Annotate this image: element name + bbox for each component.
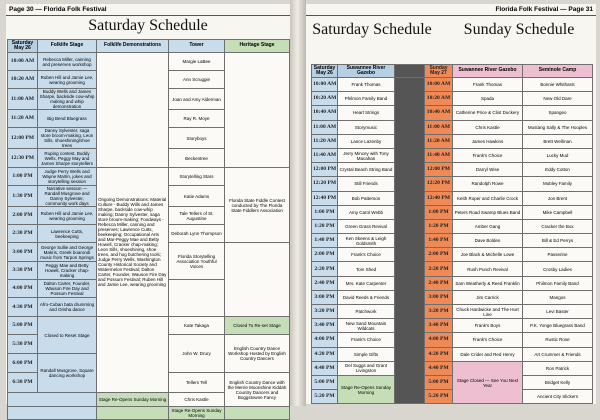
sat-time-cell: 11:00 AM <box>312 120 338 134</box>
sun-gazebo-act: Joe Black & Michelle Lowe <box>453 248 523 262</box>
sun-gazebo-act: Darryl Wise <box>453 163 523 177</box>
sun-time-cell: 5:00 PM <box>425 375 453 389</box>
sat-time-cell: 4:20 PM <box>312 347 338 361</box>
sun-gazebo-act: Keith Roper and Charlie Crock <box>453 191 523 205</box>
demonstrations-text: Ongoing Demonstrations: Material Culture - Buddy Wills and James Sharpe, backside cow-whip making; Danny Sylvester, saga store broom-making; Foodways - Rebecca Miller, canning and preserves; Lawrence Cutts, beekeeping; Occupational Arts and Mar-Peggy Mae and Betty Howell, Cracker chap-making; Leon Sills, shoeshining, shoe trees, and hog butchering tools; Judge Perry Wells, Washington County Historical Society and Watermelon Festival; Dalton Carter, Founder, Wauson Fire Day and Possum Festival; Ruben Hill and Jamie Lee, wearing grooming <box>97 168 169 317</box>
sun-time-cell: 3:40 PM <box>425 319 453 333</box>
right-page-header: Florida Folk Festival — Page 31 <box>306 4 596 16</box>
sat-gazebo-act: Storymusic <box>338 120 395 134</box>
sat-gazebo-act: Frank's Choice <box>338 333 395 347</box>
sun-gazebo-act: Frank's Boys <box>453 319 523 333</box>
sun-gazebo-act: Spada <box>453 92 523 106</box>
sat-gazebo-act: Philmon Family Band <box>338 92 395 106</box>
sun-time-cell: 1:00 PM <box>425 205 453 219</box>
time-cell: 12:30 PM <box>8 149 38 168</box>
sun-camp-act: Ron Patrick <box>523 361 593 375</box>
sun-camp-act: Mustang Sally & The Hooples <box>523 120 593 134</box>
time-cell: 11:20 AM <box>8 110 38 128</box>
folklife-act: George Sullie and George Makris, Greek boarondi music from Tarpon Springs <box>38 243 97 262</box>
sat-gazebo-act: Del Suggs and Grant Livingston <box>338 361 395 375</box>
sun-camp-col: Seminole Camp <box>523 65 593 78</box>
sun-gazebo-act: Frank's Choice <box>453 148 523 162</box>
sun-gazebo-act: Dave Bolden <box>453 234 523 248</box>
sat-time-cell: 3:20 PM <box>312 305 338 319</box>
left-page-header: Page 30 — Florida Folk Festival <box>6 4 290 16</box>
sun-gazebo-act: Randolph Rowe <box>453 177 523 191</box>
sat-time-cell: 1:20 PM <box>312 219 338 233</box>
sat-gazebo-act: David Reeds & Friends <box>338 290 395 304</box>
folklife-act: Peggy Mae and Betty Howell, Cracker chap-making <box>38 262 97 280</box>
sun-time-cell: 12:20 PM <box>425 177 453 191</box>
sat-gazebo-act: Amy Carol Webb <box>338 205 395 219</box>
sun-camp-act: Art Crummer & Friends <box>523 347 593 361</box>
sat-day-label: Saturday May 26 <box>312 65 338 78</box>
tower-act: Margie LaBee <box>169 53 225 71</box>
sun-gazebo-act: Amber Gang <box>453 219 523 233</box>
time-cell: 12:00 PM <box>8 128 38 149</box>
tower-act: Ann Scruggie <box>169 71 225 89</box>
day-label: Saturday May 26 <box>8 40 38 53</box>
tower-act: Ray R. Moye <box>169 110 225 128</box>
sat-time-cell: 1:40 PM <box>312 234 338 248</box>
sun-time-cell: 12:00 PM <box>425 163 453 177</box>
tower-act: Storyboys <box>169 128 225 149</box>
sun-camp-act: Cracker the Box <box>523 219 593 233</box>
right-page <box>306 4 596 404</box>
sat-closed-col <box>395 65 425 78</box>
sun-time-cell: 4:40 PM <box>425 361 453 375</box>
heritage-dance-workshop: English Country Dance Workshop Hosted by English Country Dancers <box>225 335 290 373</box>
sat-time-cell: 4:00 PM <box>312 333 338 347</box>
folklife-act: Lawrence Cutts, beekeeping <box>38 225 97 243</box>
tower-act: Katie Adams <box>169 186 225 207</box>
sun-time-cell: 10:20 AM <box>425 92 453 106</box>
folklife-act: Closed to Reset Stage <box>38 317 97 354</box>
saturday-title: Saturday Schedule <box>312 21 432 38</box>
sun-time-cell: 10:40 AM <box>425 106 453 120</box>
sun-camp-act: Bill & Ed Perrys <box>523 234 593 248</box>
sun-time-cell: 4:20 PM <box>425 347 453 361</box>
tower-act: Deborah Lynn Thompson <box>169 225 225 243</box>
tower-act: Tale Tellers of St. Augustine <box>169 207 225 225</box>
sun-camp-act: Spangeo <box>523 106 593 120</box>
sun-time-cell: 2:40 PM <box>425 276 453 290</box>
left-page <box>6 4 290 418</box>
sun-time-cell: 10:00 AM <box>425 78 453 92</box>
sun-camp-act: Eddy Cotton <box>523 163 593 177</box>
sun-camp-act: Brett Wellman <box>523 134 593 148</box>
sun-time-cell: 1:40 PM <box>425 234 453 248</box>
sunday-table <box>424 64 593 404</box>
sun-time-cell: 12:40 PM <box>425 191 453 205</box>
sun-gazebo-act: James Hawkins <box>453 134 523 148</box>
folklife-act: Danny Sylvester, saga store broom-making, Leon Sills, shoeshining/shoe trees <box>38 128 97 149</box>
heritage-dance-evening: English Country Dance with the Merrie Moonshine Kiddah Country Dancers and Boggstowne Fancy <box>225 373 290 407</box>
time-cell: 5:30 PM <box>8 335 38 354</box>
tower-act: Joan and Amy Alderman <box>169 89 225 110</box>
sat-gazebo-act: Ken Skeens & Leigh Goldsmith <box>338 234 395 248</box>
time-cell: 5:00 PM <box>8 317 38 335</box>
sat-gazebo-act: Still Friends <box>338 177 395 191</box>
sun-camp-act: Mike Campbell <box>523 205 593 219</box>
sat-time-cell: 10:40 AM <box>312 106 338 120</box>
sat-gazebo-act: Green Grass Revival <box>338 219 395 233</box>
sat-gazebo-act: Simple Gifts <box>338 347 395 361</box>
sat-time-cell: 5:00 PM <box>312 375 338 389</box>
sat-time-cell: 2:40 PM <box>312 276 338 290</box>
left-page-title: Saturday Schedule <box>88 17 208 34</box>
time-cell: 1:30 PM <box>8 186 38 207</box>
sat-stage-reopens: Stage Re-Opens Sunday Morning <box>338 375 395 403</box>
col-demonstrations: Folklife Demonstrations <box>97 40 169 53</box>
sun-time-cell: 2:00 PM <box>425 248 453 262</box>
sat-time-cell: 12:00 PM <box>312 163 338 177</box>
time-cell: 2:30 PM <box>8 225 38 243</box>
time-cell: 4:00 PM <box>8 280 38 298</box>
sun-camp-act: P.K. Yonge Bluegrass Band <box>523 319 593 333</box>
sun-camp-act: Mobley Family <box>523 177 593 191</box>
tower-act: Storytelling Stars <box>169 168 225 186</box>
sat-time-cell: 2:20 PM <box>312 262 338 276</box>
sun-gazebo-act: Chris Kastle <box>453 120 523 134</box>
heritage-closed: Closed To Re-set Stage <box>225 317 290 335</box>
sunday-title: Sunday Schedule <box>463 21 575 38</box>
sun-time-cell: 2:20 PM <box>425 262 453 276</box>
sun-time-cell: 11:00 AM <box>425 120 453 134</box>
sat-time-cell: 12:20 PM <box>312 177 338 191</box>
col-heritage-stage: Heritage Stage <box>225 40 290 53</box>
sun-gazebo-col: Suwannee River Gazebo <box>453 65 523 78</box>
sat-gazebo-act: Tom Shed <box>338 262 395 276</box>
sun-time-cell: 11:40 AM <box>425 148 453 162</box>
folklife-act: Big Bend Bluegrass <box>38 110 97 128</box>
time-cell: 10:20 AM <box>8 71 38 89</box>
folklife-act: Dalton Carter, Founder, Wauson Fire Day and Possum Festival <box>38 280 97 298</box>
folklife-act: Rebecca Miller, canning and preserves workshop <box>38 53 97 71</box>
folklife-act: Narrative session — Randall Musgrove and Danny Sylvester, community work days <box>38 186 97 207</box>
sat-gazebo-act: Frank's Choice <box>338 248 395 262</box>
time-cell: 3:00 PM <box>8 243 38 262</box>
sun-camp-act: Passerine <box>523 248 593 262</box>
time-cell: 6:30 PM <box>8 373 38 393</box>
col-folklife-stage: Folklife Stage <box>38 40 97 53</box>
sat-time-cell: 3:40 PM <box>312 319 338 333</box>
sat-time-cell: 11:20 AM <box>312 134 338 148</box>
sun-camp-act: Bridget Kelly <box>523 375 593 389</box>
sun-gazebo-act: Frank's Choice <box>453 333 523 347</box>
sun-day-label: Sunday May 27 <box>425 65 453 78</box>
fiddle-contest: Florida State Fiddle Contest conducted by The Florida State Fiddlers Association <box>225 168 290 243</box>
tower-act: Beckentree <box>169 149 225 168</box>
sun-gazebo-act: Dale Crider and Red Henry <box>453 347 523 361</box>
sun-time-cell: 3:00 PM <box>425 290 453 304</box>
sat-time-cell: 5:20 PM <box>312 390 338 404</box>
sun-camp-act: Ancient City Slickers <box>523 390 593 404</box>
sun-camp-act: Philmon Family Band <box>523 276 593 290</box>
sat-gazebo-act: Jerry Mincey with Tony Macahan <box>338 148 395 162</box>
sun-time-cell: 5:20 PM <box>425 390 453 404</box>
folklife-act: Ruping contest, Buddy Wells, Peggy May and James Sharpe storytellers <box>38 149 97 168</box>
sat-time-cell: 2:00 PM <box>312 248 338 262</box>
sun-camp-act: Lucky Mud <box>523 148 593 162</box>
sun-camp-act: New Old Dare <box>523 92 593 106</box>
sat-closed-block <box>395 78 425 404</box>
sun-camp-act: Crosby Ladies <box>523 262 593 276</box>
saturday-gazebo-table <box>311 64 425 404</box>
sun-gazebo-act: Jim Carrick <box>453 290 523 304</box>
folklife-act: Buddy Wells and James Sharpe, backside cow-whip making and whip demonstration <box>38 89 97 110</box>
sat-gazebo-act: Bob Patterson <box>338 191 395 205</box>
time-cell: 1:00 PM <box>8 168 38 186</box>
demo-stage-reopens: Stage Re-Opens Sunday Morning <box>97 393 169 407</box>
sat-gazebo-act: Crystal Beach String Band <box>338 163 395 177</box>
tower-stage-reopens: Stage Re-Opens Sunday Morning <box>169 407 225 420</box>
tower-act: Tellers Tell <box>169 373 225 393</box>
sun-time-cell: 1:20 PM <box>425 219 453 233</box>
folklife-act: Afro-Cuban bata drumming and Orisha dance <box>38 298 97 317</box>
sat-time-cell: 12:40 PM <box>312 191 338 205</box>
folklife-act: Judge Perry Wells and Wayne Martin, jokes and storytelling session <box>38 168 97 186</box>
sat-gazebo-act: Lance Lazenby <box>338 134 395 148</box>
sun-camp-act: Bonnie Whitharst <box>523 78 593 92</box>
time-cell: 3:30 PM <box>8 262 38 280</box>
sun-time-cell: 11:20 AM <box>425 134 453 148</box>
tower-act: Kate Takaga <box>169 317 225 335</box>
folklife-act: Ruben Hill and Jamie Lee, wearing grooming <box>38 71 97 89</box>
sun-camp-act: Jon Brent <box>523 191 593 205</box>
sat-time-cell: 3:00 PM <box>312 290 338 304</box>
sun-stage-closed: Stage Closed — See You Next Year <box>453 361 523 404</box>
time-cell: 6:00 PM <box>8 354 38 373</box>
saturday-main-table <box>7 39 290 420</box>
sun-gazebo-act: Peters Road Swamp Blues Band <box>453 205 523 219</box>
sun-camp-act: Mangos <box>523 290 593 304</box>
sun-camp-act: Levi Baster <box>523 305 593 319</box>
sun-time-cell: 3:20 PM <box>425 305 453 319</box>
sun-gazebo-act: Sam Weatherly & Reed Franklin <box>453 276 523 290</box>
time-cell: 11:00 AM <box>8 89 38 110</box>
time-cell: 10:00 AM <box>8 53 38 71</box>
sat-time-cell: 1:00 PM <box>312 205 338 219</box>
sun-time-cell: 4:00 PM <box>425 333 453 347</box>
sun-gazebo-act: Chuck Hardwicke and The Hurt Line <box>453 305 523 319</box>
sun-camp-act: Rustic Rose <box>523 333 593 347</box>
sat-gazebo-col: Suwannee River Gazebo <box>338 65 395 78</box>
tower-act: Florida Storytelling Association Youthful Voices <box>169 243 225 280</box>
folklife-act: Randall Musgrove, Square dancing workshop <box>38 354 97 393</box>
sat-gazebo-act: Mrs. Kate Carpenter <box>338 276 395 290</box>
time-cell: 4:30 PM <box>8 298 38 317</box>
folklife-act: Ruben Hill and Jamie Lee, wearing grooming <box>38 207 97 225</box>
sun-gazebo-act: Rush Punch Revival <box>453 262 523 276</box>
sat-gazebo-act: New Sand Mountain Wildcats <box>338 319 395 333</box>
sat-time-cell: 10:00 AM <box>312 78 338 92</box>
sat-time-cell: 4:40 PM <box>312 361 338 375</box>
tower-act: Chris Kastle <box>169 393 225 407</box>
sat-gazebo-act: Frank Thomas <box>338 78 395 92</box>
time-cell: 2:00 PM <box>8 207 38 225</box>
sat-gazebo-act: Patchwork <box>338 305 395 319</box>
col-tower: Tower <box>169 40 225 53</box>
page-gutter <box>290 0 306 406</box>
tower-act: John W. Drury <box>169 335 225 373</box>
sat-time-cell: 10:20 AM <box>312 92 338 106</box>
sun-gazebo-act: Frank Thomas <box>453 78 523 92</box>
sun-gazebo-act: Catherine Price & Clint Duckery <box>453 106 523 120</box>
sat-time-cell: 11:40 AM <box>312 148 338 162</box>
sat-gazebo-act: Heart Strings <box>338 106 395 120</box>
